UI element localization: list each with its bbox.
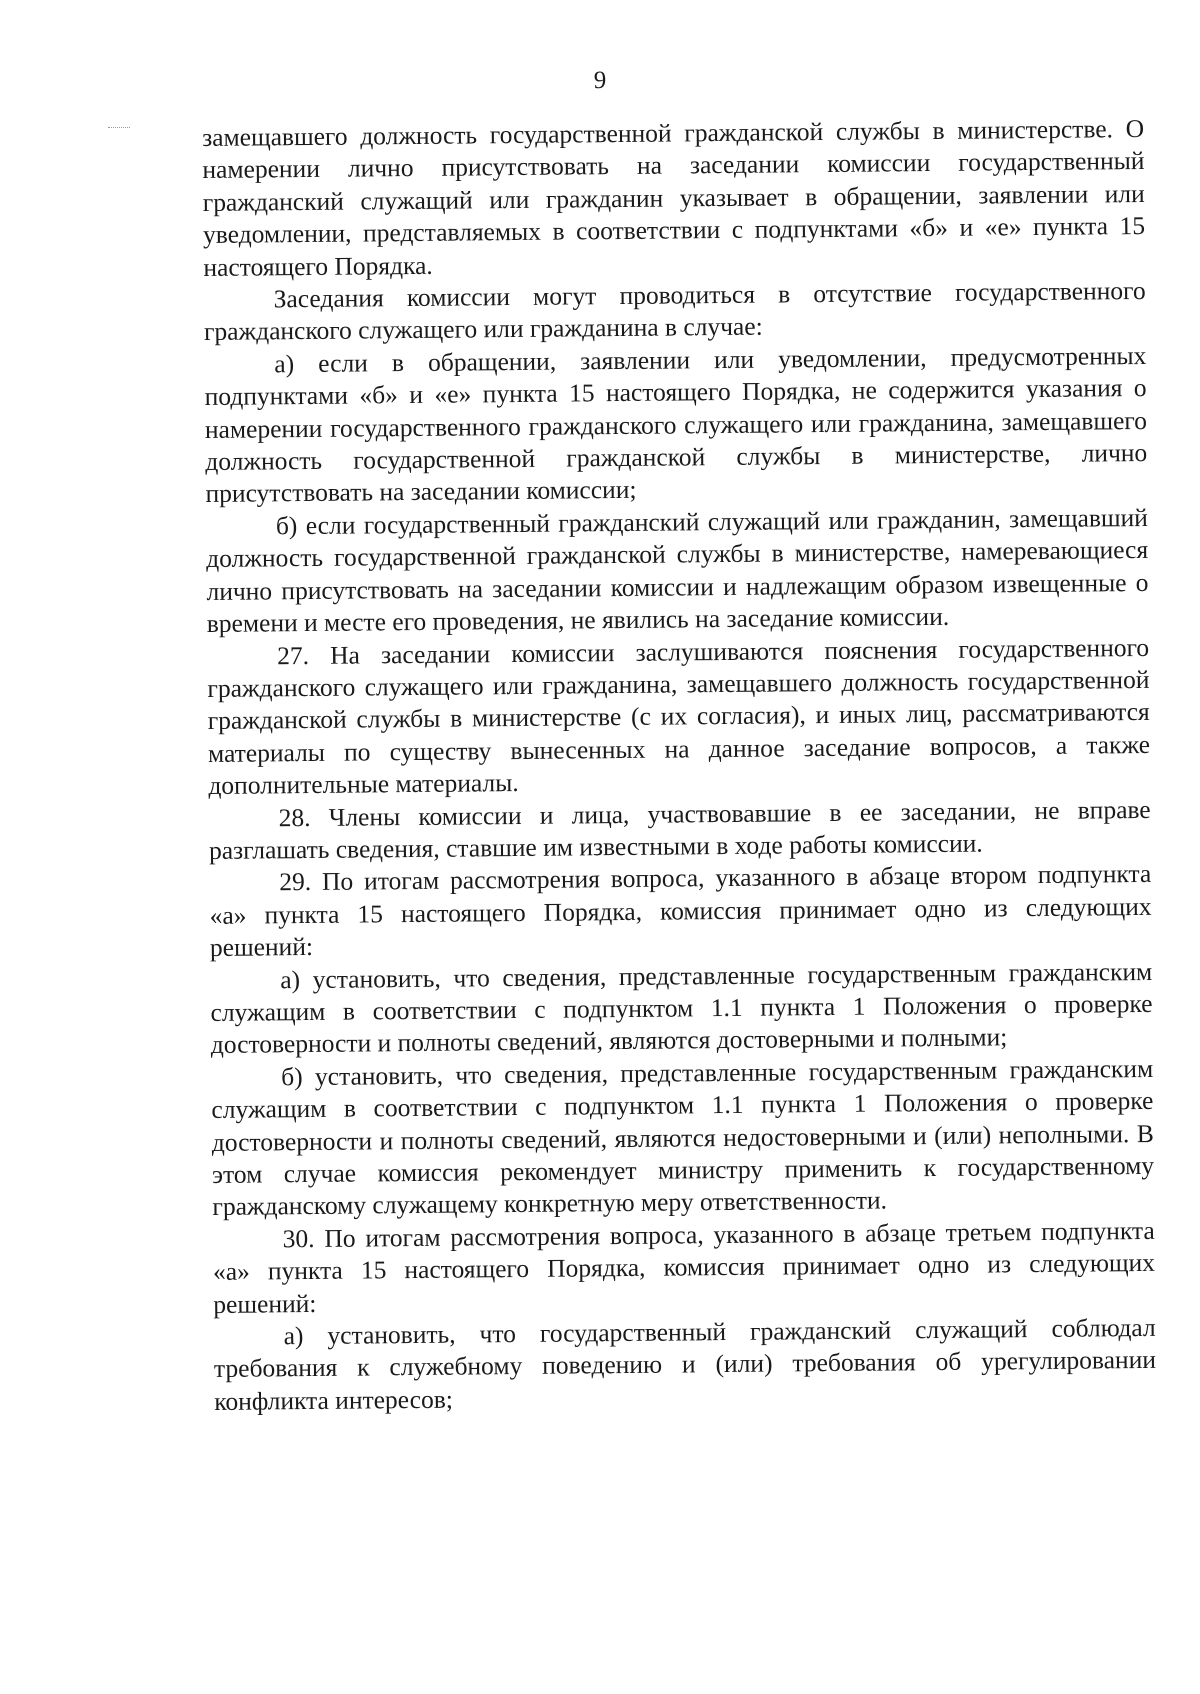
paragraph-continuation: замещавшего должность государственной гражданской службы в министерстве. О намерении лично присутствовать на заседании комиссии государственный гражданский служащий или гражданин указывает в обращении, заявлении или уведомлении, представляемых в соответствии с подпунктами «б» и «е» пункта 15 настоящего Порядка.	[202, 113, 1146, 282]
clause-28: 28. Члены комиссии и лица, участвовавшие в ее заседании, не вправе разглашать сведения, ставшие им известными в ходе работы комиссии.	[208, 794, 1151, 865]
subparagraph-a-no-intention: а) если в обращении, заявлении или уведомлении, предусмотренных подпунктами «б» и «е» пункта 15 настоящего Порядка, не содержится указания о намерении государственного гражданского служащего или гражданина, замещавшего должность государственной гражданской службы в министерстве, лично присутствовать на заседании комиссии;	[204, 340, 1148, 509]
clause-29-subparagraph-a: а) установить, что сведения, представленные государственным гражданским служащим в соответствии с подпунктом 1.1 пункта 1 Положения о проверке достоверности и полноты сведений, являются достоверными и полными;	[210, 956, 1153, 1060]
clause-27: 27. На заседании комиссии заслушиваются пояснения государственного гражданского служащего или гражданина, замещавшего должность государственной гражданской службы в министерстве (с их согласия), и иных лиц, рассматриваются материалы по существу вынесенных на данное заседание вопросов, а также дополнительные материалы.	[207, 632, 1151, 801]
paragraph-absence-cases: Заседания комиссии могут проводиться в отсутствие государственного гражданского служащего или гражданина в случае:	[203, 275, 1146, 347]
clause-29-subparagraph-b: б) установить, что сведения, представленные государственным гражданским служащим в соответствии с подпунктом 1.1 пункта 1 Положения о проверке достоверности и полноты сведений, являются недостоверными и (или) неполными. В этом случае комиссия рекомендует министру применить к государственному гражданскому служащему конкретную меру ответственности.	[211, 1053, 1155, 1222]
clause-30: 30. По итогам рассмотрения вопроса, указанного в абзаце третьем подпункта «а» пункта 15 настоящего Порядка, комиссия принимает одно из следующих решений:	[212, 1215, 1156, 1319]
page-number: 9	[593, 67, 607, 94]
clause-29: 29. По итогам рассмотрения вопроса, указанного в абзаце втором подпункта «а» пункта 15 настоящего Порядка, комиссия принимает одно из следующих решений:	[209, 859, 1152, 963]
scan-margin-mark	[108, 127, 130, 130]
clause-30-subparagraph-a: а) установить, что государственный гражданский служащий соблюдал требования к служебному поведению и (или) требования об урегулировании конфликта интересов;	[213, 1312, 1157, 1416]
document-body	[202, 113, 1156, 1418]
subparagraph-b-did-not-appear: б) если государственный гражданский служащий или гражданин, замещавший должность государственной гражданской службы в министерстве, намеревающиеся лично присутствовать на заседании комиссии и надлежащим образом извещенные о времени и месте его проведения, не явились на заседание комиссии.	[206, 502, 1149, 639]
